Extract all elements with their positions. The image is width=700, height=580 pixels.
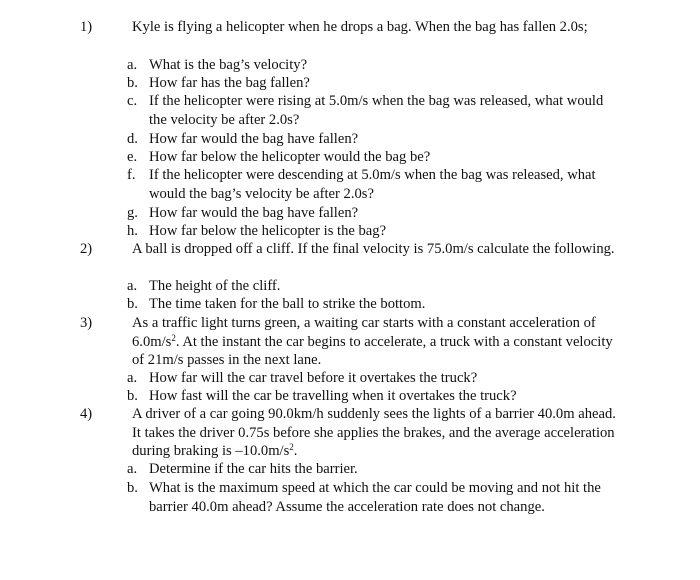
part-text: If the helicopter were rising at 5.0m/s when the bag was released, what would the velocity be after 2.0s?	[149, 93, 604, 128]
problem-text-part: . At the instant the car begins to accelerate, a truck with a constant velocity of 21m/s passes in the next lane.	[132, 333, 613, 368]
part-text: How fast will the car be travelling when it overtakes the truck?	[149, 388, 517, 404]
part-label: a.	[127, 57, 138, 73]
part-text: How far will the car travel before it overtakes the truck?	[149, 370, 478, 386]
part-label: d.	[127, 131, 138, 147]
problem-number: 1)	[80, 19, 93, 35]
superscript: 2	[171, 332, 176, 343]
problem-number: 3)	[80, 315, 93, 331]
part-label: g.	[127, 205, 138, 221]
part-label: b.	[127, 480, 138, 496]
part-text: How far would the bag have fallen?	[149, 205, 359, 221]
part-text: What is the maximum speed at which the car could be moving and not hit the barrier 40.0m ahead? Assume the acceleration rate does not change.	[149, 480, 601, 515]
problem-text	[132, 405, 622, 461]
part-label: e.	[127, 149, 138, 165]
problem-number: 4)	[80, 406, 93, 422]
part-label: a.	[127, 461, 138, 477]
part-text: Determine if the car hits the barrier.	[149, 461, 358, 477]
part-label: b.	[127, 75, 138, 91]
problem-text	[132, 314, 622, 370]
part-label: b.	[127, 388, 138, 404]
problem-text-part: .	[293, 443, 298, 459]
problem-text: A ball is dropped off a cliff. If the final velocity is 75.0m/s calculate the following.	[132, 241, 615, 257]
superscript: 2	[289, 442, 294, 452]
part-text: The height of the cliff.	[149, 278, 281, 294]
part-label: c.	[127, 93, 138, 109]
part-text: What is the bag’s velocity?	[149, 57, 308, 73]
part-text: The time taken for the ball to strike the bottom.	[149, 296, 426, 312]
part-text: How far would the bag have fallen?	[149, 131, 359, 147]
part-text: If the helicopter were descending at 5.0m/s when the bag was released, what would the bag’s velocity be after 2.0s?	[149, 167, 596, 202]
problem-text: Kyle is flying a helicopter when he drops a bag. When the bag has fallen 2.0s;	[132, 19, 588, 35]
part-label: a.	[127, 278, 138, 294]
part-label: a.	[127, 370, 138, 386]
part-label: h.	[127, 223, 138, 239]
part-label: f.	[127, 167, 136, 183]
part-text: How far below the helicopter is the bag?	[149, 223, 387, 239]
problem-text-part: As a traffic light turns green, a waiting car starts with a constant acceleration of 6.0m/s	[132, 315, 596, 350]
problem-number: 2)	[80, 241, 93, 257]
part-text: How far below the helicopter would the bag be?	[149, 149, 431, 165]
part-text: How far has the bag fallen?	[149, 75, 310, 91]
problem-text-part: A driver of a car going 90.0km/h suddenly sees the lights of a barrier 40.0m ahead. It takes the driver 0.75s before she applies the brakes, and the average acceleration during braking is –10.0m/s	[132, 406, 616, 459]
part-label: b.	[127, 296, 138, 312]
